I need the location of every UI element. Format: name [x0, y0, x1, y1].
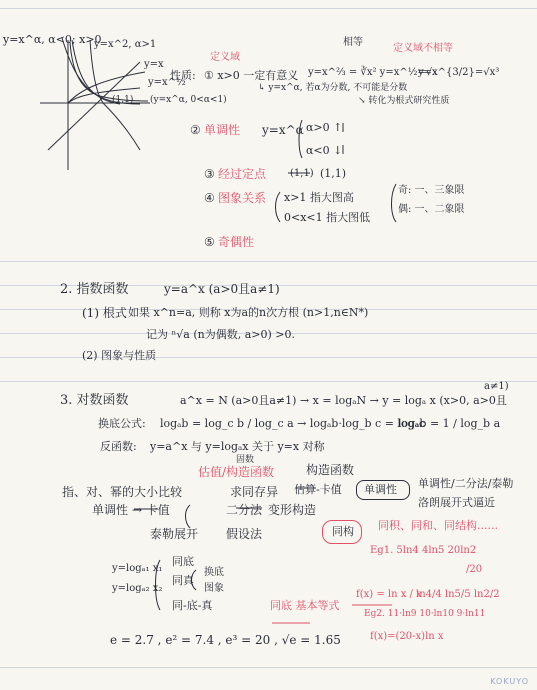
- taylor-expand: 泰勒展开: [150, 527, 199, 541]
- domain-property: ① x>0 一定有意义: [204, 69, 299, 82]
- seek-common: 求同存异: [230, 485, 279, 499]
- compare-heading: 指、对、幂的大小比较: [62, 485, 183, 499]
- diff-base-arg: 同-底-真: [172, 599, 213, 612]
- estimate-bound: 估算-卡值: [294, 483, 342, 496]
- change-of-base-reciprocal: logₐb = 1 / log_b a: [398, 417, 501, 430]
- deform-build: 变形构造: [268, 503, 317, 517]
- fraction-note: ↳ y=x^α, 若α为分数, 不可能是分数: [258, 83, 408, 93]
- equation-2: y=x^{3/2}=√x³: [418, 67, 500, 78]
- parity-num: ⑤: [204, 235, 215, 249]
- same-argument: 同真: [172, 574, 194, 587]
- odd-quadrants: 奇: 一、三象限: [398, 185, 465, 196]
- divide-20: /20: [466, 564, 483, 575]
- fx-values: ln4/4 ln5/5 ln2/2: [416, 589, 500, 600]
- curve-label-frac: (y=x^α, 0<α<1): [150, 95, 227, 105]
- fixed-num: ③: [204, 167, 215, 181]
- radical-notation: 记为 ⁿ√a (n为偶数, a>0) >0.: [146, 328, 295, 341]
- related-note: 相等: [343, 37, 363, 48]
- monotonic-bound: 单调性 → 卡值: [92, 503, 170, 517]
- laurent-approx: 洛朗展开式逼近: [418, 496, 495, 509]
- log-sys-1: y=logₐ₁ x₁: [112, 563, 163, 574]
- mono-function: y=x^α: [262, 123, 304, 137]
- inverse-label: 反函数:: [100, 440, 137, 453]
- example-1: Eg1. 5ln4 4ln5 20ln2: [370, 545, 477, 556]
- log-definition: a^x = N (a>0且a≠1) → x = logₐN → y = logₐ x (x>0, a>0且: [180, 394, 507, 407]
- radical-note: ↘ 转化为根式研究性质: [358, 96, 450, 106]
- build-function: 构造函数: [306, 463, 355, 477]
- change-of-base-formula: logₐb = log_c b / log_c a → logₐb·log_b c = logₐc: [160, 417, 426, 430]
- property-label: 性质:: [170, 69, 196, 82]
- monotonic-word: 单调性: [364, 483, 397, 496]
- fixed-number-word: 固数: [236, 455, 255, 465]
- estimate-red: 估值/构造函数: [198, 465, 275, 479]
- change-base: 换底: [204, 567, 224, 578]
- fixed-point: (1,1): [320, 167, 347, 180]
- change-of-base-label: 换底公式:: [98, 417, 146, 430]
- parity-title: 奇偶性: [218, 235, 255, 249]
- graph-word: 图象: [204, 583, 224, 594]
- isomorphism: 同构: [332, 525, 354, 538]
- image-num: ④: [204, 191, 215, 205]
- graph-label-mid: y=x^2, α>1: [94, 39, 157, 50]
- mono-case-a: α>0 ↑: [306, 121, 343, 134]
- image-case-b: 0<x<1 指大图低: [284, 211, 371, 224]
- log-heading: 3. 对数函数: [60, 393, 129, 408]
- same-structure: 同积、同和、同结构......: [378, 519, 498, 532]
- fx-ratio: f(x) = ln x / x: [356, 589, 422, 600]
- log-sys-2: y=logₐ₂ x₂: [112, 583, 163, 594]
- assumption-method: 假设法: [226, 527, 263, 541]
- radical-def: 如果 x^n=a, 则称 x为a的n次方根 (n>1,n∈N*): [128, 306, 369, 319]
- equation-1: y=x^⅔ = ∛x² y=x^½=√x: [308, 67, 438, 78]
- mono-title: 单调性: [204, 123, 241, 137]
- radical-sub: (1) 根式: [82, 306, 127, 320]
- graph-label-top: y=x^α, α<0; x>0: [3, 33, 102, 46]
- fixed-crossed: (1,1): [290, 168, 314, 179]
- mono-num: ②: [190, 123, 201, 137]
- kokuyo-brand: KOKUYO: [490, 677, 529, 686]
- curve-label-half: y=x^½: [148, 77, 186, 88]
- mono-case-b: α<0 ↓: [306, 144, 343, 157]
- basic-inequality: 同底 基本等式: [270, 599, 340, 612]
- image-title: 图象关系: [218, 191, 267, 205]
- bisection: 二分法: [226, 503, 263, 517]
- exp-heading-fn: y=a^x (a>0且a≠1): [164, 282, 280, 296]
- even-quadrants: 偶: 一、二象限: [398, 204, 465, 215]
- method-list: 单调性/二分法/泰勒: [418, 477, 514, 490]
- curve-label-yx: y=x: [144, 59, 164, 70]
- same-base: 同底: [172, 555, 194, 568]
- domain-red-note: 定义域: [210, 52, 240, 63]
- fixed-point-label: (1,1): [112, 95, 134, 105]
- inverse-text: y=a^x 与 y=logₐx 关于 y=x 对称: [150, 440, 325, 453]
- image-property-sub: (2) 图象与性质: [82, 349, 157, 362]
- fixed-title: 经过定点: [218, 167, 267, 181]
- constants: e = 2.7 , e² = 7.4 , e³ = 20 , √e = 1.65: [110, 633, 341, 647]
- fx-product: f(x)=(20-x)ln x: [370, 631, 444, 642]
- image-case-a: x>1 指大图高: [284, 191, 354, 204]
- domain-diff-red-note: 定义域不相等: [393, 43, 453, 54]
- exp-heading: 2. 指数函数: [60, 282, 129, 297]
- log-definition-tail: a≠1): [484, 381, 509, 392]
- example-2: Eg2. 11·ln9 10·ln10 9·ln11: [364, 609, 486, 619]
